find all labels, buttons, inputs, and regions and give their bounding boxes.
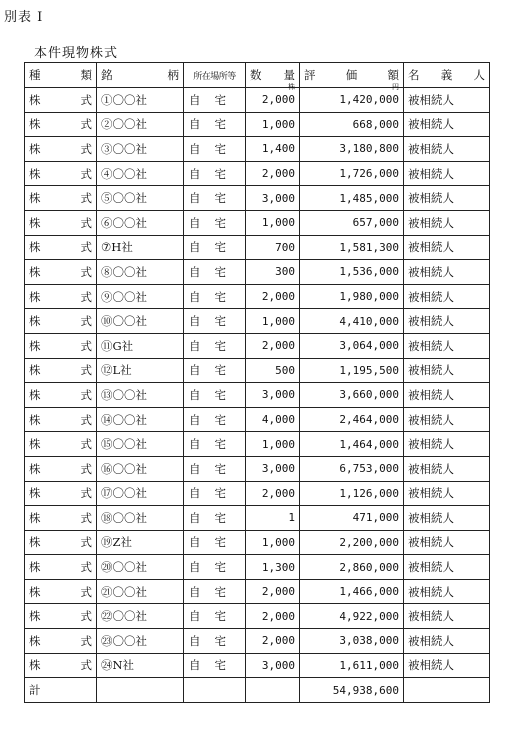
total-empty-cell	[404, 678, 490, 703]
cell-brand: ⑲Z社	[97, 530, 184, 555]
table-row	[25, 210, 490, 235]
cell-owner: 被相続人	[404, 629, 490, 654]
cell-quantity: 1,000	[246, 309, 300, 334]
header-place: 所在場所等	[184, 63, 246, 88]
cell-place: 自宅	[184, 629, 246, 654]
cell-owner: 被相続人	[404, 309, 490, 334]
cell-brand: ⑨〇〇社	[97, 284, 184, 309]
cell-owner: 被相続人	[404, 161, 490, 186]
cell-place: 自宅	[184, 284, 246, 309]
cell-brand: ⑫L社	[97, 358, 184, 383]
cell-owner: 被相続人	[404, 284, 490, 309]
header-brand: 銘 柄	[97, 63, 184, 88]
cell-place: 自宅	[184, 161, 246, 186]
cell-place: 自宅	[184, 407, 246, 432]
cell-valuation: 471,000	[300, 506, 404, 531]
cell-brand: ⑱〇〇社	[97, 506, 184, 531]
cell-owner: 被相続人	[404, 358, 490, 383]
cell-valuation: 4,410,000	[300, 309, 404, 334]
cell-place: 自宅	[184, 333, 246, 358]
cell-valuation: 円 1,420,000	[300, 88, 404, 113]
cell-brand: ⑯〇〇社	[97, 456, 184, 481]
cell-kind: 株式	[25, 629, 97, 654]
cell-place: 自宅	[184, 260, 246, 285]
cell-valuation: 3,038,000	[300, 629, 404, 654]
cell-brand: ㉔N社	[97, 653, 184, 678]
cell-kind: 株式	[25, 333, 97, 358]
cell-place: 自宅	[184, 186, 246, 211]
cell-quantity: 1,000	[246, 210, 300, 235]
document-title: 本件現物株式	[34, 46, 119, 61]
cell-owner: 被相続人	[404, 432, 490, 457]
cell-place: 自宅	[184, 481, 246, 506]
table-row	[25, 530, 490, 555]
cell-valuation: 1,464,000	[300, 432, 404, 457]
cell-kind: 株式	[25, 407, 97, 432]
table-row	[25, 432, 490, 457]
cell-place: 自宅	[184, 112, 246, 137]
cell-brand: ⑤〇〇社	[97, 186, 184, 211]
cell-kind: 株式	[25, 579, 97, 604]
cell-quantity: 2,000	[246, 284, 300, 309]
cell-quantity: 1,300	[246, 555, 300, 580]
cell-owner: 被相続人	[404, 235, 490, 260]
table-row	[25, 456, 490, 481]
cell-valuation: 1,581,300	[300, 235, 404, 260]
cell-owner: 被相続人	[404, 506, 490, 531]
header-valuation: 評 価 額	[300, 63, 404, 88]
table-row	[25, 358, 490, 383]
cell-quantity: 2,000	[246, 161, 300, 186]
cell-place: 自宅	[184, 604, 246, 629]
table-row	[25, 629, 490, 654]
cell-kind: 株式	[25, 112, 97, 137]
cell-valuation: 1,536,000	[300, 260, 404, 285]
cell-kind: 株式	[25, 530, 97, 555]
cell-owner: 被相続人	[404, 260, 490, 285]
cell-kind: 株式	[25, 555, 97, 580]
cell-kind: 株式	[25, 284, 97, 309]
table-row	[25, 383, 490, 408]
header-owner: 名 義 人	[404, 63, 490, 88]
cell-owner: 被相続人	[404, 88, 490, 113]
cell-quantity: 1	[246, 506, 300, 531]
cell-owner: 被相続人	[404, 604, 490, 629]
cell-quantity: 2,000	[246, 579, 300, 604]
cell-quantity: 3,000	[246, 186, 300, 211]
cell-quantity: 2,000	[246, 333, 300, 358]
cell-quantity: 500	[246, 358, 300, 383]
cell-valuation: 6,753,000	[300, 456, 404, 481]
holdings-rows	[25, 83, 490, 678]
cell-owner: 被相続人	[404, 555, 490, 580]
cell-owner: 被相続人	[404, 530, 490, 555]
table-row	[25, 161, 490, 186]
cell-brand: ①〇〇社	[97, 88, 184, 113]
cell-quantity: 700	[246, 235, 300, 260]
cell-valuation: 1,466,000	[300, 579, 404, 604]
cell-quantity: 3,000	[246, 653, 300, 678]
cell-place: 自宅	[184, 555, 246, 580]
cell-valuation: 1,980,000	[300, 284, 404, 309]
cell-valuation: 3,064,000	[300, 333, 404, 358]
table-row	[25, 112, 490, 137]
table-row	[25, 260, 490, 285]
cell-valuation: 1,726,000	[300, 161, 404, 186]
cell-owner: 被相続人	[404, 333, 490, 358]
cell-kind: 株式	[25, 653, 97, 678]
cell-place: 自宅	[184, 432, 246, 457]
cell-quantity: 1,000	[246, 112, 300, 137]
total-label: 計	[25, 678, 97, 703]
table-row	[25, 88, 490, 113]
total-value: 54,938,600	[300, 678, 404, 703]
cell-kind: 株式	[25, 161, 97, 186]
table-row	[25, 333, 490, 358]
cell-brand: ⑩〇〇社	[97, 309, 184, 334]
cell-valuation: 1,126,000	[300, 481, 404, 506]
cell-owner: 被相続人	[404, 407, 490, 432]
cell-valuation: 3,660,000	[300, 383, 404, 408]
cell-valuation: 2,200,000	[300, 530, 404, 555]
cell-place: 自宅	[184, 456, 246, 481]
cell-brand: ③〇〇社	[97, 137, 184, 162]
cell-valuation: 657,000	[300, 210, 404, 235]
cell-brand: ⑮〇〇社	[97, 432, 184, 457]
cell-quantity: 2,000	[246, 604, 300, 629]
cell-kind: 株式	[25, 309, 97, 334]
cell-valuation: 1,611,000	[300, 653, 404, 678]
cell-place: 自宅	[184, 530, 246, 555]
document-label: 別表 I	[4, 10, 44, 25]
cell-place: 自宅	[184, 358, 246, 383]
cell-valuation: 2,464,000	[300, 407, 404, 432]
table-row	[25, 284, 490, 309]
cell-owner: 被相続人	[404, 112, 490, 137]
cell-place: 自宅	[184, 506, 246, 531]
table-row	[25, 235, 490, 260]
cell-kind: 株式	[25, 604, 97, 629]
cell-valuation: 1,485,000	[300, 186, 404, 211]
cell-kind: 株式	[25, 235, 97, 260]
table-row	[25, 555, 490, 580]
cell-kind: 株式	[25, 506, 97, 531]
cell-owner: 被相続人	[404, 481, 490, 506]
cell-owner: 被相続人	[404, 383, 490, 408]
cell-brand: ㉓〇〇社	[97, 629, 184, 654]
table-header-row	[25, 63, 490, 88]
cell-quantity: 株 2,000	[246, 88, 300, 113]
table-row	[25, 604, 490, 629]
cell-quantity: 3,000	[246, 383, 300, 408]
cell-owner: 被相続人	[404, 579, 490, 604]
cell-quantity: 2,000	[246, 629, 300, 654]
cell-place: 自宅	[184, 309, 246, 334]
cell-kind: 株式	[25, 186, 97, 211]
cell-brand: ④〇〇社	[97, 161, 184, 186]
cell-valuation: 2,860,000	[300, 555, 404, 580]
cell-place: 自宅	[184, 235, 246, 260]
total-empty-cell	[97, 678, 184, 703]
cell-valuation: 4,922,000	[300, 604, 404, 629]
cell-brand: ⑭〇〇社	[97, 407, 184, 432]
table-row	[25, 407, 490, 432]
cell-valuation: 668,000	[300, 112, 404, 137]
cell-owner: 被相続人	[404, 456, 490, 481]
total-row	[25, 678, 490, 703]
cell-kind: 株式	[25, 383, 97, 408]
table-row	[25, 506, 490, 531]
cell-owner: 被相続人	[404, 210, 490, 235]
cell-owner: 被相続人	[404, 186, 490, 211]
cell-place: 自宅	[184, 383, 246, 408]
cell-quantity: 1,400	[246, 137, 300, 162]
cell-place: 自宅	[184, 579, 246, 604]
cell-brand: ㉒〇〇社	[97, 604, 184, 629]
cell-brand: ②〇〇社	[97, 112, 184, 137]
cell-quantity: 300	[246, 260, 300, 285]
cell-quantity: 1,000	[246, 432, 300, 457]
cell-brand: ⑥〇〇社	[97, 210, 184, 235]
cell-place: 自宅	[184, 653, 246, 678]
cell-brand: ㉑〇〇社	[97, 579, 184, 604]
cell-valuation: 3,180,800	[300, 137, 404, 162]
cell-brand: ⑦H社	[97, 235, 184, 260]
header-quantity: 数 量	[246, 63, 300, 88]
cell-place: 自宅	[184, 137, 246, 162]
cell-owner: 被相続人	[404, 137, 490, 162]
table-row	[25, 653, 490, 678]
table-row	[25, 186, 490, 211]
cell-kind: 株式	[25, 456, 97, 481]
total-empty-cell	[184, 678, 246, 703]
cell-valuation: 1,195,500	[300, 358, 404, 383]
header-kind: 種 類	[25, 63, 97, 88]
cell-brand: ⑪G社	[97, 333, 184, 358]
cell-place: 自宅	[184, 88, 246, 113]
table-row	[25, 481, 490, 506]
cell-kind: 株式	[25, 137, 97, 162]
cell-quantity: 4,000	[246, 407, 300, 432]
cell-quantity: 1,000	[246, 530, 300, 555]
table-row	[25, 309, 490, 334]
cell-place: 自宅	[184, 210, 246, 235]
cell-brand: ⑧〇〇社	[97, 260, 184, 285]
holdings-table	[24, 62, 490, 703]
total-empty-cell	[246, 678, 300, 703]
cell-brand: ⑳〇〇社	[97, 555, 184, 580]
table-row	[25, 579, 490, 604]
cell-kind: 株式	[25, 432, 97, 457]
cell-brand: ⑰〇〇社	[97, 481, 184, 506]
cell-brand: ⑬〇〇社	[97, 383, 184, 408]
cell-kind: 株式	[25, 210, 97, 235]
cell-quantity: 3,000	[246, 456, 300, 481]
cell-quantity: 2,000	[246, 481, 300, 506]
cell-kind: 株式	[25, 88, 97, 113]
table-row	[25, 137, 490, 162]
cell-kind: 株式	[25, 260, 97, 285]
cell-kind: 株式	[25, 481, 97, 506]
cell-kind: 株式	[25, 358, 97, 383]
cell-owner: 被相続人	[404, 653, 490, 678]
